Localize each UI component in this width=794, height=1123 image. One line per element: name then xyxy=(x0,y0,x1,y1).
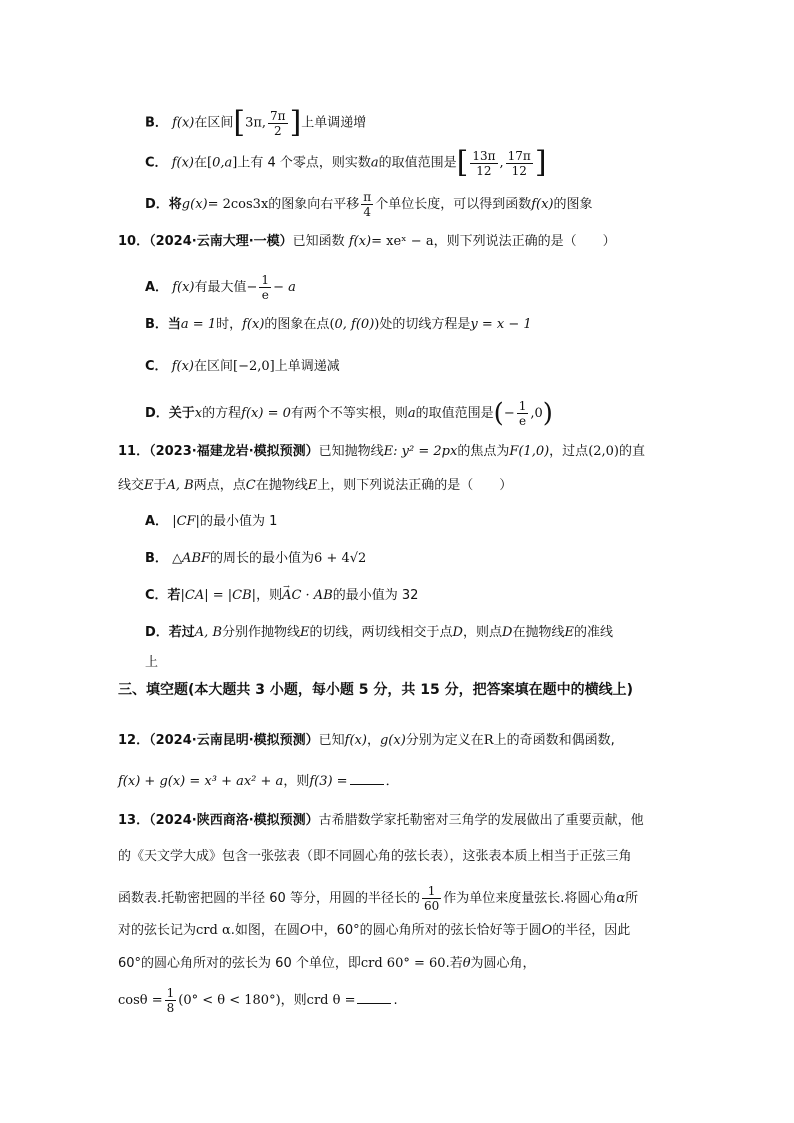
q9-option-c: C． f(x)在[0,a]上有 4 个零点，则实数a的取值范围是[ $\frac{13\pi}{12}$ , $\frac{17\pi}{12}$ ] xyxy=(145,145,547,180)
q10-option-d: D．关于x的方程f(x) = 0有两个不等实根，则a的取值范围是(− $\frac{1}{e}$ ,0) xyxy=(145,398,553,429)
q10-stem: 10．（2024·云南大理·一模）已知函数 f(x)= xeˣ − a，则下列说法正确的是（ ） xyxy=(118,234,616,249)
q9-option-d: D．将g(x)= 2cos3x的图象向右平移 $\frac{\pi}{4}$ 个单位长度，可以得到函数f(x)的图象 xyxy=(145,190,593,219)
q13-line4: 对的弦长记为crd α.如图，在圆O中，60°的圆心角所对的弦长恰好等于圆O的半径，因此 xyxy=(118,923,631,938)
q12-stem-line2: f(x) + g(x) = x³ + ax² + a，则f(3) = ． xyxy=(118,774,399,789)
q10-option-b: B．当a = 1时，f(x)的图象在点(0, f(0))处的切线方程是y = x − 1 xyxy=(145,317,532,332)
q11-option-d-continued: 上 xyxy=(145,655,159,670)
q13-line1: 13．（2024·陕西商洛·模拟预测）古希腊数学家托勒密对三角学的发展做出了重要贡献，他 xyxy=(118,813,644,828)
answer-blank[interactable] xyxy=(357,991,391,1004)
q10-option-a: A． f(x)有最大值− $\frac{1}{e}$ − a xyxy=(145,273,296,302)
q13-line3: 函数表.托勒密把圆的半径 60 等分，用圆的半径长的 $\frac{1}{60}$ 作为单位来度量弦长.将圆心角α所 xyxy=(118,884,639,913)
q13-line5: 60°的圆心角所对的弦长为 60 个单位，即crd 60° = 60.若θ为圆心角， xyxy=(118,956,536,971)
section-heading: 三、填空题(本大题共 3 小题，每小题 5 分，共 15 分，把答案填在题中的横线上) xyxy=(118,682,634,698)
q11-option-b: B． △ABF的周长的最小值为6 + 4√2 xyxy=(145,551,367,566)
q13-line6: cosθ = $\frac{1}{8}$ (0° < θ < 180°)，则crd θ = . xyxy=(118,986,398,1015)
q11-option-c: C．若|CA| = |CB|，则→ AC · AB的最小值为 32 xyxy=(145,586,418,606)
q10-option-c: C． f(x)在区间[−2,0]上单调递减 xyxy=(145,359,340,374)
q11-stem-line2: 线交E于A, B两点，点C在抛物线E上，则下列说法正确的是（ ） xyxy=(118,478,513,493)
q12-stem-line1: 12．（2024·云南昆明·模拟预测）已知f(x)，g(x)分别为定义在R上的奇函数和偶函数, xyxy=(118,733,615,748)
q13-line2: 的《天文学大成》包含一张弦表（即不同圆心角的弦长表），这张表本质上相当于正弦三角 xyxy=(118,849,632,864)
q11-option-d: D．若过A, B分别作抛物线E的切线，两切线相交于点D，则点D在抛物线E的准线 xyxy=(145,625,613,640)
answer-blank[interactable] xyxy=(350,772,384,785)
q11-stem-line1: 11．（2023·福建龙岩·模拟预测）已知抛物线E: y² = 2px的焦点为F(1,0)，过点(2,0)的直 xyxy=(118,444,646,459)
q11-option-a: A． |CF|的最小值为 1 xyxy=(145,514,278,529)
math-fx: f(x) xyxy=(172,115,195,131)
q9-option-b: B． f(x)在区间[3π, $\frac{7\pi}{2}$ ]上单调递增 xyxy=(145,105,367,140)
